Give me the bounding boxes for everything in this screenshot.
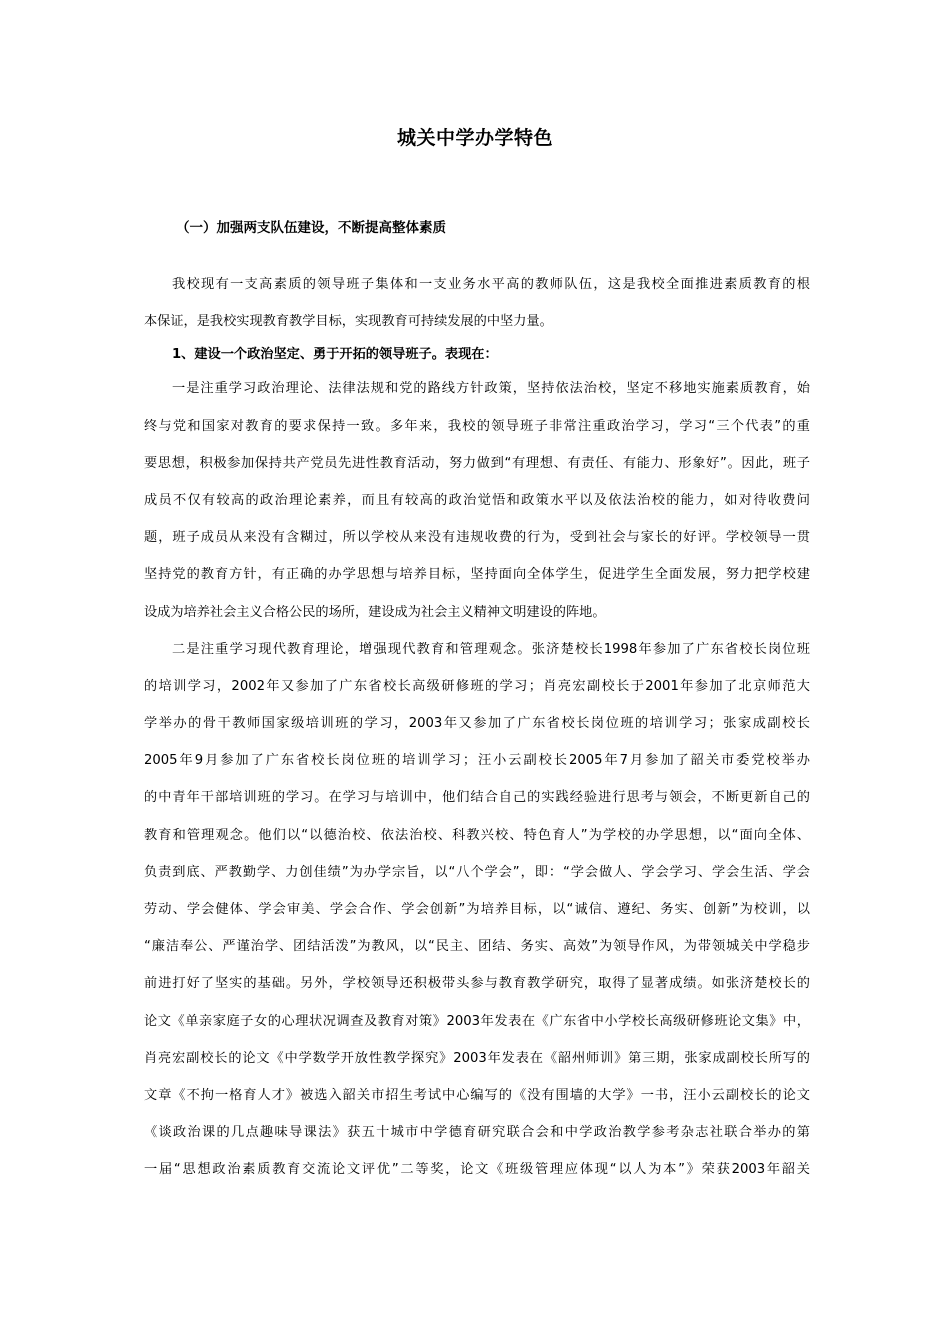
paragraph-line: 成员不仅有较高的政治理论素养，而且有较高的政治觉悟和政策水平以及依法治校的能力，如对待收费问 — [144, 492, 810, 508]
paragraph-line: 论文《单亲家庭子女的心理状况调查及教育对策》2003年发表在《广东省中小学校长高级研修班论文集》中， — [144, 1013, 810, 1029]
paragraph-line: 《谈政治课的几点趣味导课法》获五十城市中学德育研究联合会和中学政治教学参考杂志社联合举办的第 — [144, 1125, 810, 1141]
paragraph-line: 一届“思想政治素质教育交流论文评优”二等奖，论文《班级管理应体现“以人为本”》荣获2003年韶关 — [144, 1162, 810, 1178]
paragraph-line: 的中青年干部培训班的学习。在学习与培训中，他们结合自己的实践经验进行思考与领会，不断更新自己的 — [144, 790, 810, 806]
paragraph-line: 2005年9月参加了广东省校长岗位班的培训学习；汪小云副校长2005年7月参加了韶关市委党校举办 — [144, 753, 810, 769]
paragraph-line: 坚持党的教育方针，有正确的办学思想与培养目标，坚持面向全体学生，促进学生全面发展，努力把学校建 — [144, 567, 810, 583]
paragraph-line: 教育和管理观念。他们以“以德治校、依法治校、科教兴校、特色育人”为学校的办学思想，以“面向全体、 — [144, 827, 810, 843]
document-title: 城关中学办学特色 — [396, 127, 553, 149]
paragraph-line: 肖亮宏副校长的论文《中学数学开放性教学探究》2003年发表在《韶州师训》第三期，张家成副校长所写的 — [144, 1050, 810, 1066]
paragraph-line: 前进打好了坚实的基础。另外，学校领导还积极带头参与教育教学研究，取得了显著成绩。如张济楚校长的 — [144, 976, 810, 992]
paragraph-line: 学举办的骨干教师国家级培训班的学习，2003年又参加了广东省校长岗位班的培训学习；张家成副校长 — [144, 716, 810, 732]
paragraph-line: 要思想，积极参加保持共产党员先进性教育活动，努力做到“有理想、有责任、有能力、形象好”。因此，班子 — [144, 455, 810, 471]
paragraph-line: 设成为培养社会主义合格公民的场所，建设成为社会主义精神文明建设的阵地。 — [144, 604, 606, 620]
document-body — [144, 266, 810, 1189]
section-heading: （一）加强两支队伍建设，不断提高整体素质 — [176, 220, 446, 236]
paragraph-line: 终与党和国家对教育的要求保持一致。多年来，我校的领导班子非常注重政治学习，学习“三个代表”的重 — [144, 418, 810, 434]
paragraph-line: 一是注重学习政治理论、法律法规和党的路线方针政策，坚持依法治校，坚定不移地实施素质教育，始 — [172, 381, 810, 397]
paragraph-line: 我校现有一支高素质的领导班子集体和一支业务水平高的教师队伍，这是我校全面推进素质教育的根 — [172, 277, 810, 292]
subheading-line: 1、建设一个政治坚定、勇于开拓的领导班子。表现在： — [172, 347, 498, 363]
paragraph-line: 题，班子成员从来没有含糊过，所以学校从来没有违规收费的行为，受到社会与家长的好评。学校领导一贯 — [144, 530, 810, 546]
paragraph-line: 劳动、学会健体、学会审美、学会合作、学会创新”为培养目标，以“诚信、遵纪、务实、创新”为校训，以 — [144, 902, 810, 917]
paragraph-line: “廉洁奉公、严谨治学、团结活泼”为教风，以“民主、团结、务实、高效”为领导作风，为带领城关中学稳步 — [144, 939, 810, 955]
paragraph-line: 二是注重学习现代教育理论，增强现代教育和管理观念。张济楚校长1998年参加了广东省校长岗位班 — [172, 641, 810, 657]
paragraph-line: 本保证，是我校实现教育教学目标，实现教育可持续发展的中坚力量。 — [144, 314, 553, 330]
paragraph-line: 的培训学习，2002年又参加了广东省校长高级研修班的学习；肖亮宏副校长于2001年参加了北京师范大 — [144, 678, 810, 694]
paragraph-line: 文章《不拘一格育人才》被选入韶关市招生考试中心编写的《没有围墙的大学》一书，汪小云副校长的论文 — [144, 1087, 810, 1103]
paragraph-line: 负责到底、严教勤学、力创佳绩”为办学宗旨，以“八个学会”，即：“学会做人、学会学习、学会生活、学会 — [144, 864, 810, 880]
